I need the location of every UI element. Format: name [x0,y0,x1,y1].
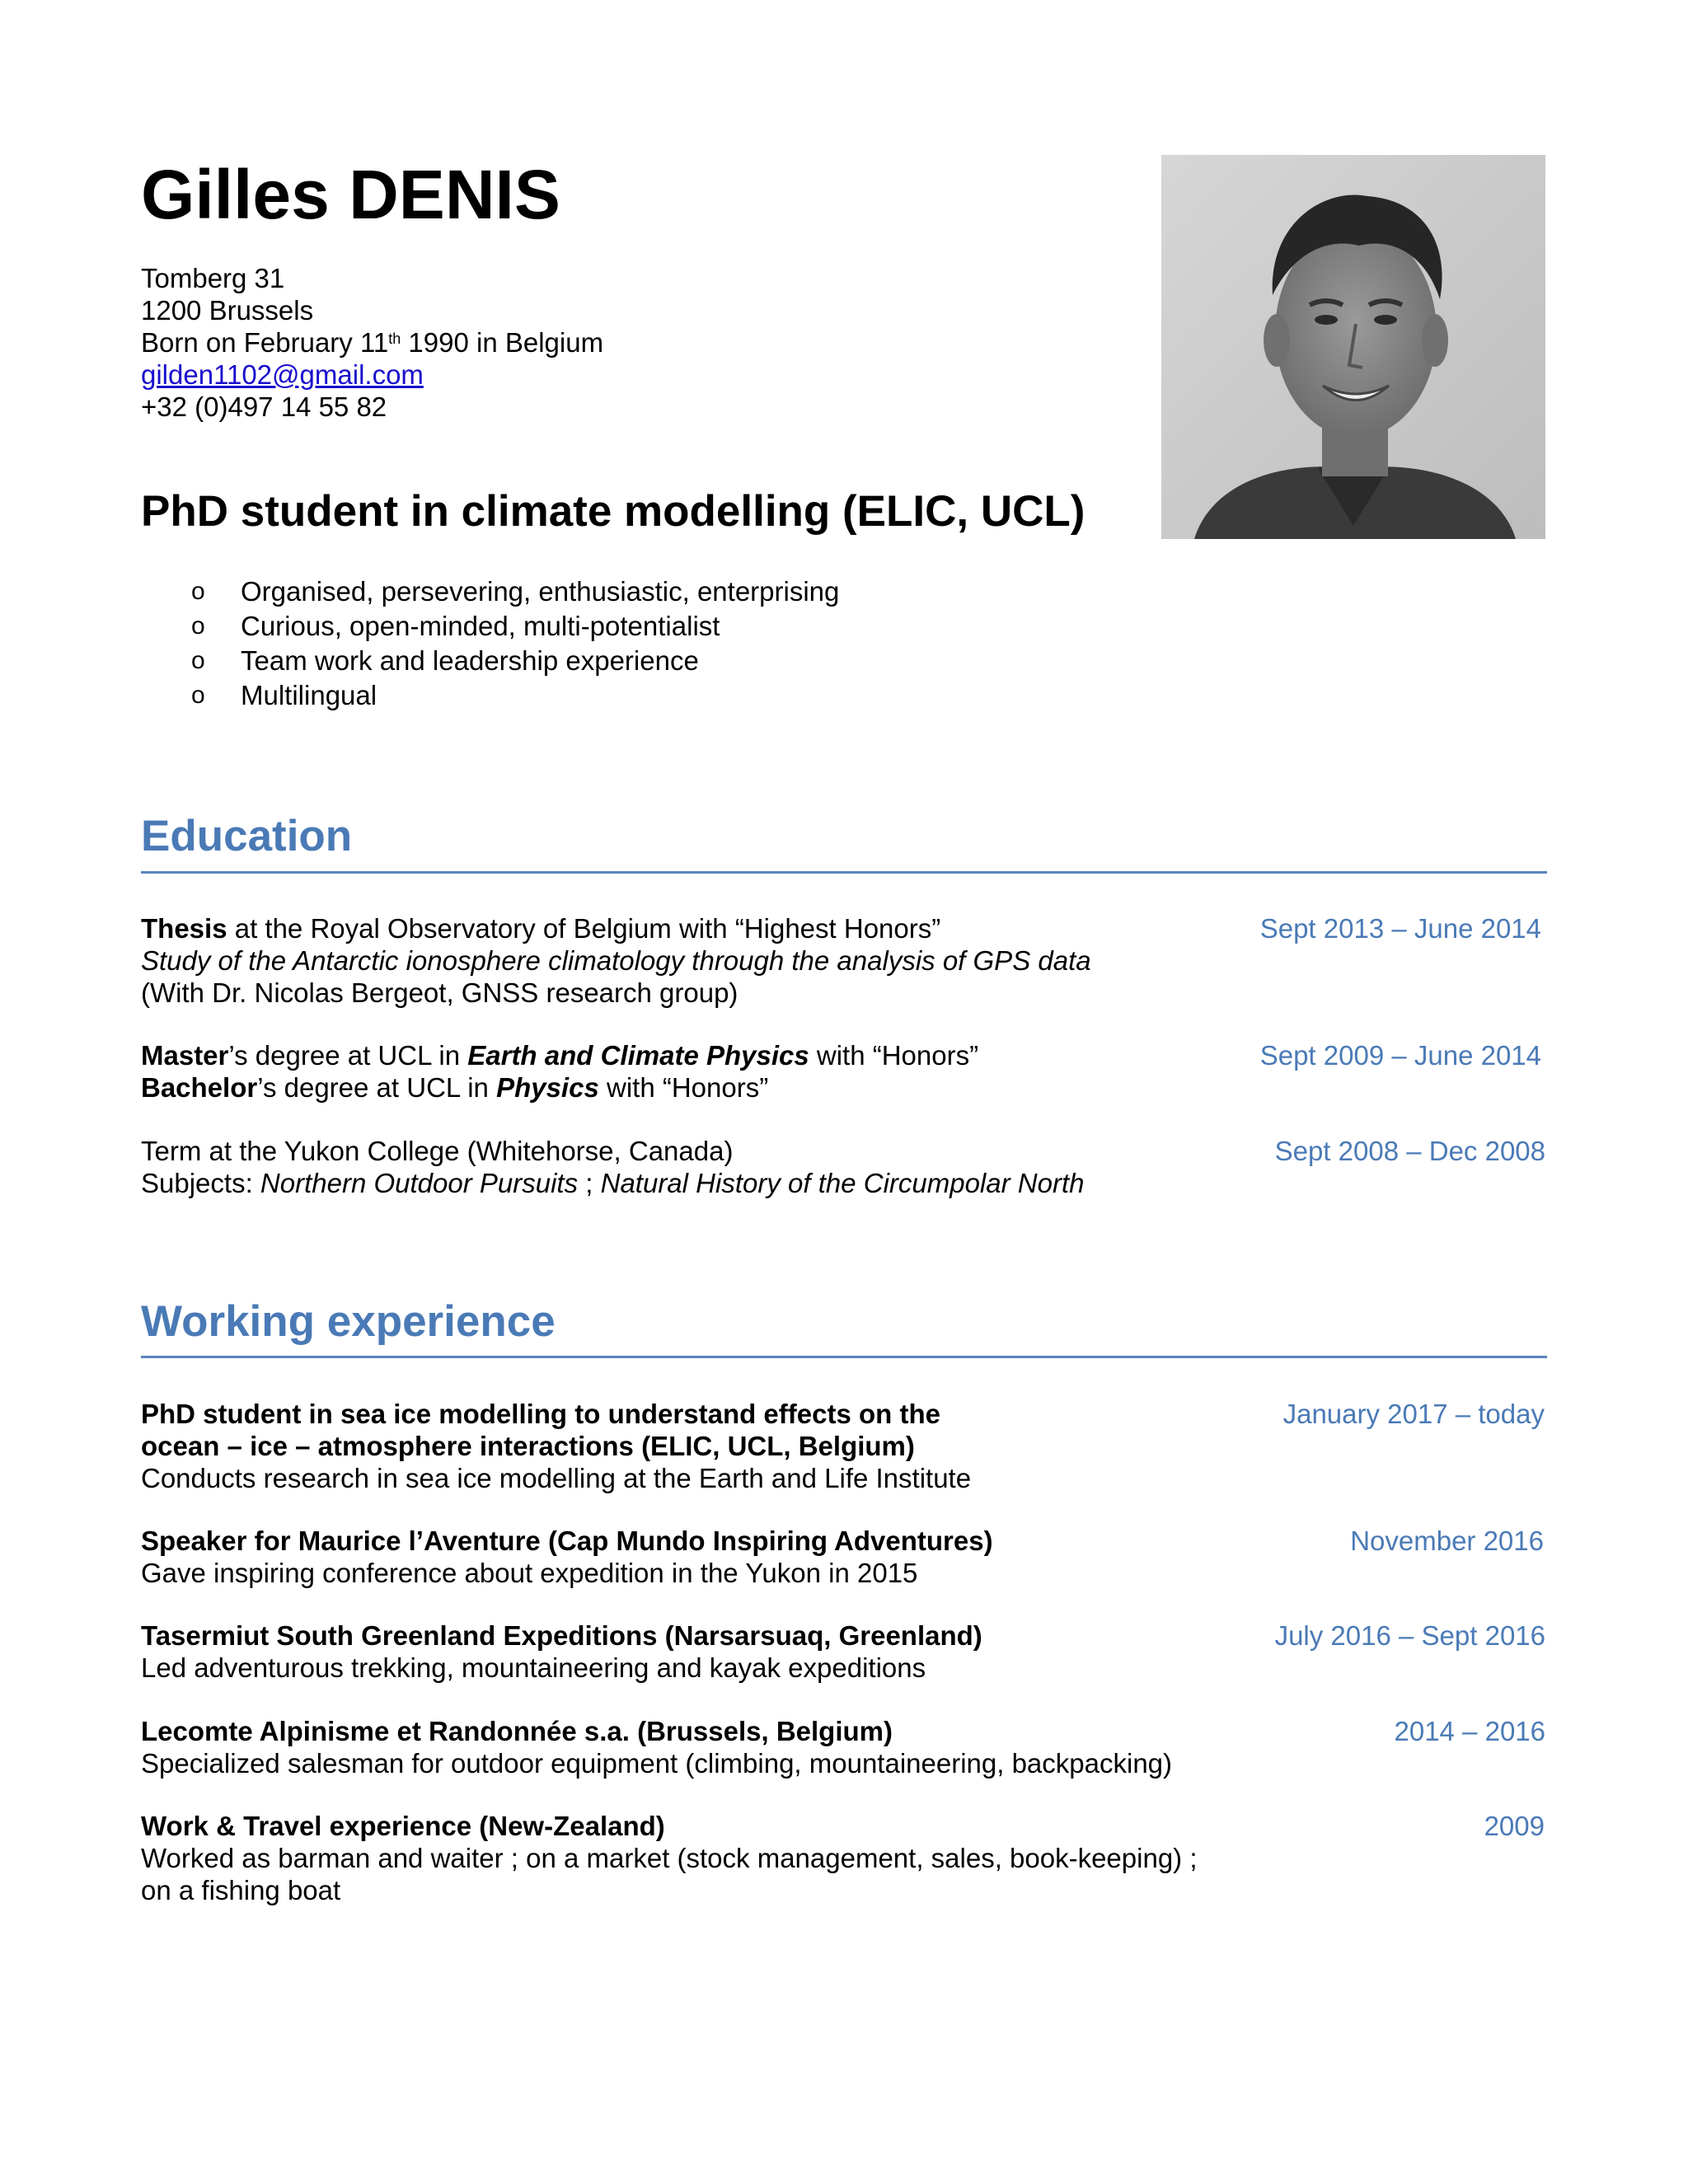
date-label: Sept 2009 – June 2014 [1259,1040,1541,1071]
experience-item: Lecomte Alpinisme et Randonnée s.a. (Brussels, Belgium) Specialized salesman for outdoor equipment (climbing, mountaineering, backpacking) [141,1716,1173,1779]
email-link[interactable]: gilden1102@gmail.com [141,359,424,390]
education-heading: Education [141,812,353,860]
circle-bullet-icon: o [191,578,205,605]
list-item: o Organised, persevering, enthusiastic, enterprising [191,574,839,609]
education-thesis: Thesis at the Royal Observatory of Belgium with “Highest Honors” Study of the Antarctic ionosphere climatology through the analysis of GPS data (With Dr. Nicolas Bergeot, GNSS research group) [141,913,1091,1008]
experience-item: Work & Travel experience (New-Zealand) Worked as barman and waiter ; on a market (stock management, sales, book-keeping) ; on a fishing boat [141,1811,1198,1905]
address-line-2: 1200 Brussels [141,295,314,326]
list-item: o Curious, open-minded, multi-potentialist [191,609,839,644]
circle-bullet-icon: o [191,612,205,640]
profile-photo [1161,155,1545,539]
date-label: 2009 [1484,1811,1545,1841]
education-degrees: Master’s degree at UCL in Earth and Climate Physics with “Honors” Bachelor’s degree at UCL in Physics with “Honors” [141,1040,979,1103]
contact-block [141,262,603,423]
headline: PhD student in climate modelling (ELIC, UCL) [141,487,1085,536]
experience-item: Speaker for Maurice l’Aventure (Cap Mundo Inspiring Adventures) Gave inspiring conference about expedition in the Yukon in 2015 [141,1526,993,1588]
date-label: July 2016 – Sept 2016 [1274,1620,1545,1651]
experience-heading: Working experience [141,1297,556,1346]
date-label: 2014 – 2016 [1394,1716,1545,1746]
date-label: Sept 2013 – June 2014 [1259,913,1541,944]
circle-bullet-icon: o [191,647,205,674]
experience-divider [141,1356,1547,1358]
traits-list [191,574,839,713]
person-name: Gilles DENIS [141,156,560,233]
experience-item: PhD student in sea ice modelling to understand effects on the ocean – ice – atmosphere interactions (ELIC, UCL, Belgium) Conducts research in sea ice modelling at the Earth and Life Institute [141,1399,972,1493]
address-line-1: Tomberg 31 [141,263,285,293]
date-label: Sept 2008 – Dec 2008 [1274,1136,1545,1166]
list-item: o Team work and leadership experience [191,644,839,678]
education-divider [141,871,1547,874]
list-item: o Multilingual [191,678,839,713]
experience-item: Tasermiut South Greenland Expeditions (Narsarsuaq, Greenland) Led adventurous trekking, mountaineering and kayak expeditions [141,1620,982,1683]
date-label: November 2016 [1350,1526,1544,1556]
date-label: January 2017 – today [1282,1399,1545,1429]
phone-number: +32 (0)497 14 55 82 [141,391,387,422]
birth-line: Born on February 11th 1990 in Belgium [141,327,604,358]
circle-bullet-icon: o [191,682,205,709]
education-yukon: Term at the Yukon College (Whitehorse, Canada) Subjects: Northern Outdoor Pursuits ; Natural History of the Circumpolar North [141,1136,1085,1198]
